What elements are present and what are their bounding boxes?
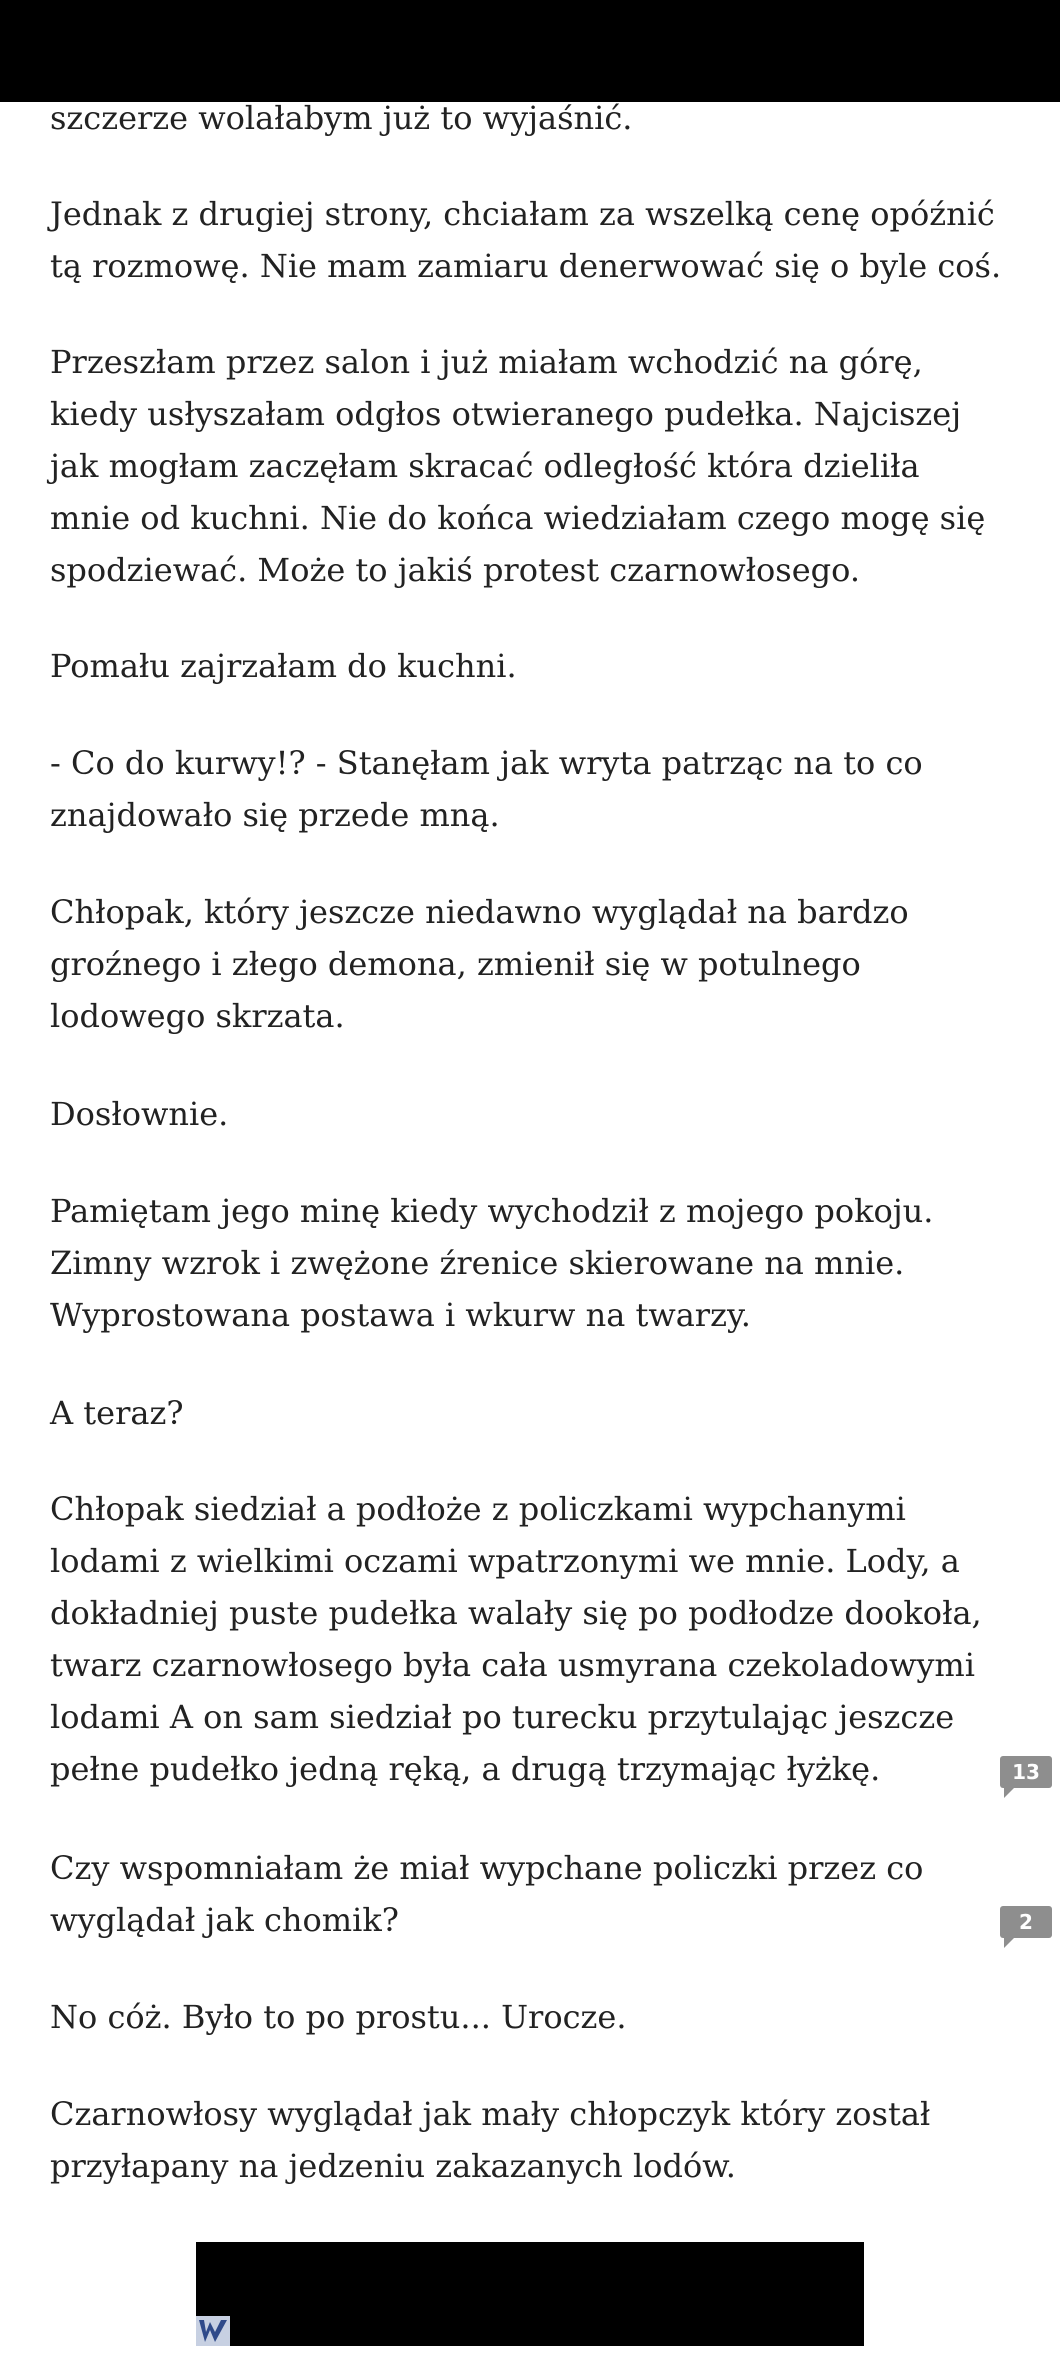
paragraph-3[interactable]: Przeszłam przez salon i już miałam wchodzić na górę, kiedy usłyszałam odgłos otwieranego pudełka. Najciszej jak mogłam zaczęłam skracać odległość która dzieliła mnie od kuchni. Nie do końca wiedziałam czego mogę się spodziewać. Może to jakiś protest czarnowłosego.: [50, 343, 986, 589]
paragraph-6[interactable]: Chłopak, który jeszcze niedawno wyglądał na bardzo groźnego i złego demona, zmienił się w potulnego lodowego skrzata.: [50, 893, 909, 1035]
paragraph-7[interactable]: Dosłownie.: [50, 1095, 229, 1133]
paragraph-1[interactable]: szczerze wolałabym już to wyjaśnić.: [50, 99, 633, 137]
paragraph-10[interactable]: Chłopak siedział a podłoże z policzkami wypchanymi lodami z wielkimi oczami wpatrzonymi we mnie. Lody, a dokładniej puste pudełka walały się po podłodze dookoła, twarz czarnowłosego była cała usmyrana czekoladowymi lodami A on sam siedział po turecku przytulając jeszcze pełne pudełko jedną ręką, a drugą trzymając łyżkę.: [50, 1490, 982, 1788]
paragraph-11[interactable]: Czy wspomniałam że miał wypchane policzki przez co wyglądał jak chomik?: [50, 1849, 924, 1939]
paragraph-4[interactable]: Pomału zajrzałam do kuchni.: [50, 647, 517, 685]
bottom-redaction-block: [196, 2242, 864, 2346]
paragraph-comment-button[interactable]: [1000, 1756, 1052, 1788]
top-redaction-bar: [0, 0, 1060, 102]
speech-bubble-icon: 2: [1019, 1910, 1033, 1934]
paragraph-2[interactable]: Jednak z drugiej strony, chciałam za wszelką cenę opóźnić tą rozmowę. Nie mam zamiaru denerwować się o byle coś.: [50, 195, 1002, 285]
paragraph-5[interactable]: - Co do kurwy!? - Stanęłam jak wryta patrząc na to co znajdowało się przede mną.: [50, 744, 923, 834]
paragraph-9[interactable]: A teraz?: [50, 1394, 184, 1432]
paragraph-8[interactable]: Pamiętam jego minę kiedy wychodził z mojego pokoju. Zimny wzrok i zwężone źrenice skierowane na mnie. Wyprostowana postawa i wkurw na twarzy.: [50, 1192, 934, 1334]
speech-bubble-icon: 13: [1012, 1760, 1040, 1784]
paragraph-comment-button[interactable]: [1000, 1906, 1052, 1938]
wattpad-logo-icon: [196, 2316, 230, 2346]
paragraph-13[interactable]: Czarnowłosy wyglądał jak mały chłopczyk który został przyłapany na jedzeniu zakazanych lodów.: [50, 2095, 931, 2185]
paragraph-12[interactable]: No cóż. Było to po prostu... Urocze.: [50, 1998, 627, 2036]
